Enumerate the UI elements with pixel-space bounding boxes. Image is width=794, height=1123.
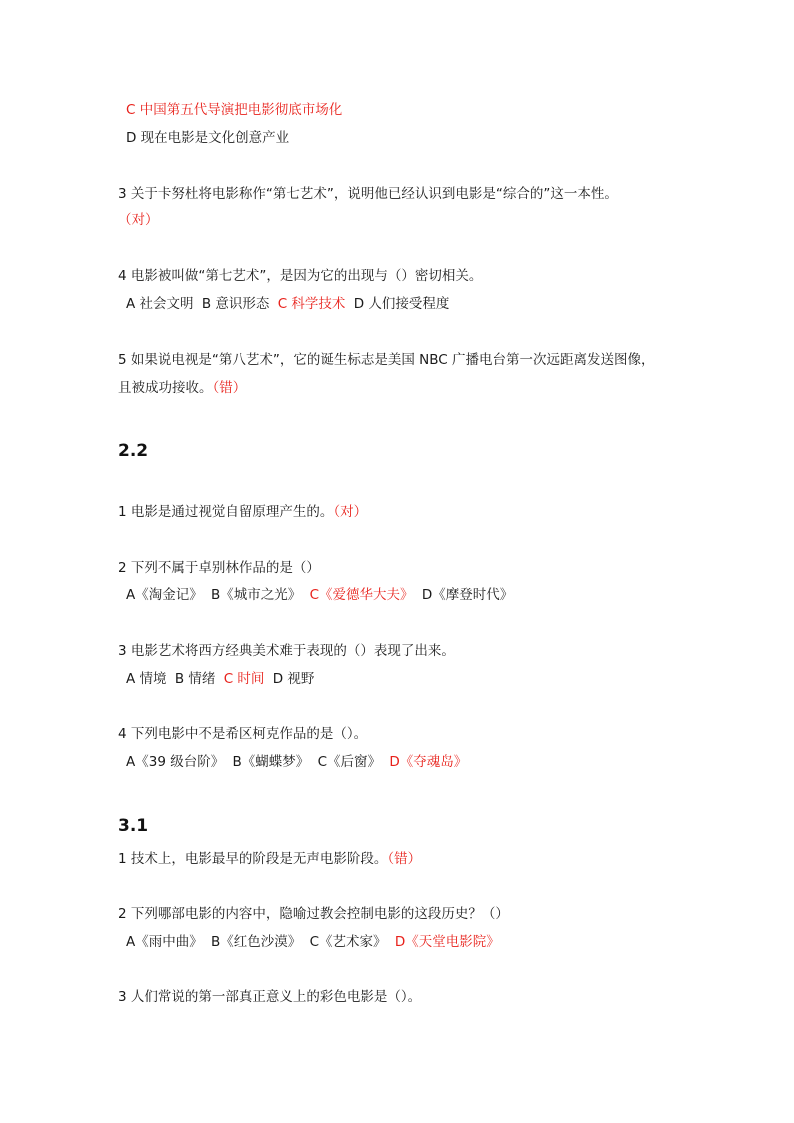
option-d: D 视野 <box>272 671 315 687</box>
option-d-answer: D《天堂电影院》 <box>394 934 500 950</box>
question-1-answer: （对） <box>333 504 368 520</box>
option-c-answer: C《爱德华大夫》 <box>309 587 414 603</box>
option-b: B《红色沙漠》 <box>211 934 302 950</box>
question-1 <box>118 849 421 869</box>
question-4-text: 4 下列电影中不是希区柯克作品的是（）。 <box>118 726 368 742</box>
option-a: A 情境 <box>126 671 167 687</box>
question-3-text: 3 人们常说的第一部真正意义上的彩色电影是（）。 <box>118 989 422 1005</box>
option-c-answer: C 时间 <box>223 671 265 687</box>
question-3-text: 3 电影艺术将西方经典美术难于表现的（）表现了出来。 <box>118 643 455 659</box>
option-a: A《雨中曲》 <box>126 934 203 950</box>
section-heading-3-1: 3.1 <box>118 816 149 836</box>
option-c-answer: C 科学技术 <box>277 296 346 312</box>
question-2-options <box>126 932 504 952</box>
question-3-answer: （对） <box>118 212 159 228</box>
question-3-text: 3 关于卡努杜将电影称作“第七艺术”，说明他已经认识到电影是“综合的”这一本性。 <box>118 186 618 202</box>
option-d: D《摩登时代》 <box>421 587 514 603</box>
option-b: B《蝴蝶梦》 <box>232 754 310 770</box>
option-c-answer: C 中国第五代导演把电影彻底市场化 <box>126 102 343 118</box>
question-4-options <box>126 752 471 772</box>
question-3-options <box>126 669 318 689</box>
question-5-text-line1: 5 如果说电视是“第八艺术”，它的诞生标志是美国 NBC 广播电台第一次远距离发送图像， <box>118 352 655 368</box>
option-d-answer: D《夺魂岛》 <box>389 754 468 770</box>
option-b: B 意识形态 <box>201 296 270 312</box>
question-2-options <box>126 585 517 605</box>
question-5-answer: （错） <box>212 380 247 396</box>
question-2-text: 2 下列不属于卓别林作品的是（） <box>118 560 320 576</box>
section-heading-2-2: 2.2 <box>118 441 149 461</box>
question-1-text: 1 电影是通过视觉自留原理产生的。 <box>118 504 334 520</box>
option-a: A《淘金记》 <box>126 587 203 603</box>
option-b: B《城市之光》 <box>211 587 302 603</box>
question-4-text: 4 电影被叫做“第七艺术”，是因为它的出现与（）密切相关。 <box>118 268 483 284</box>
option-d: D 现在电影是文化创意产业 <box>126 130 290 146</box>
option-b: B 情绪 <box>174 671 216 687</box>
option-a: A《39 级台阶》 <box>126 754 225 770</box>
question-5-text-line2 <box>118 378 246 398</box>
option-d: D 人们接受程度 <box>353 296 450 312</box>
question-4-options <box>126 294 453 314</box>
question-1 <box>118 502 367 522</box>
question-1-answer: （错） <box>387 851 422 867</box>
question-1-text: 1 技术上，电影最早的阶段是无声电影阶段。 <box>118 851 388 867</box>
option-a: A 社会文明 <box>126 296 194 312</box>
option-c: C《后窗》 <box>317 754 382 770</box>
question-2-text: 2 下列哪部电影的内容中，隐喻过教会控制电影的这段历史？（） <box>118 906 509 922</box>
question-5-text: 且被成功接收。 <box>118 380 213 396</box>
option-c: C《艺术家》 <box>309 934 387 950</box>
